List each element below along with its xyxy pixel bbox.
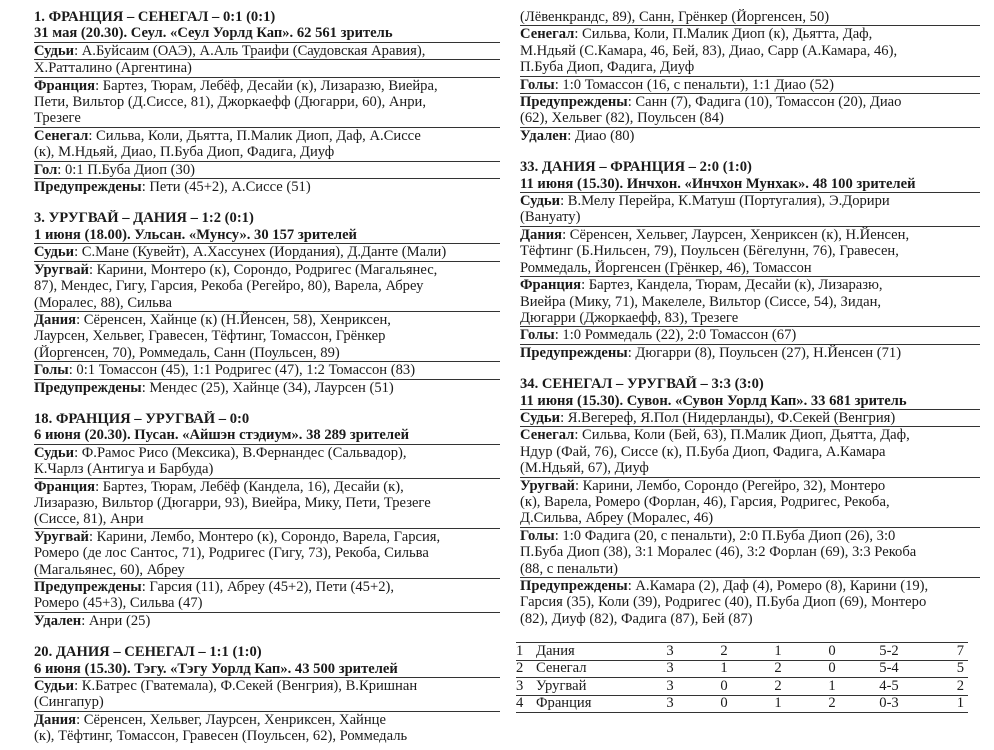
report-line bbox=[520, 327, 980, 344]
field-label: Судьи bbox=[34, 42, 75, 59]
line-text: : Дюгарри (8), Поульсен (27), Н.Йенсен (71) bbox=[627, 344, 902, 361]
field-label: Дания bbox=[520, 226, 563, 243]
report-line bbox=[520, 193, 980, 209]
report-line bbox=[520, 294, 980, 310]
line-text: : Мендес (25), Хайнце (34), Лаурсен (51) bbox=[141, 379, 394, 396]
report-line bbox=[34, 529, 500, 545]
line-text: : Сёренсен, Хайнце (к) (Н.Йенсен, 58), Хенриксен, bbox=[76, 311, 391, 328]
standings-cell-pts: 7 bbox=[919, 643, 968, 661]
standings-cell-team: Франция bbox=[536, 695, 643, 713]
report-line bbox=[520, 611, 980, 627]
line-text: Лизаразю, Вильтор (Дюгарри, 93), Виейра, Мику, Пети, Трезеге bbox=[34, 494, 431, 511]
field-label: Удален bbox=[520, 127, 568, 144]
standings-cell-w: 0 bbox=[697, 678, 751, 696]
standings-row bbox=[516, 643, 968, 661]
report-line bbox=[34, 545, 500, 561]
standings-cell-p: 3 bbox=[643, 678, 697, 696]
line-text: : Карини, Лембо, Монтеро (к), Сорондо, Варела, Гарсия, bbox=[88, 528, 441, 545]
line-text: (82), Диуф (82), Фадига (87), Бей (87) bbox=[520, 610, 753, 627]
report-line bbox=[520, 227, 980, 243]
line-text: : С.Мане (Кувейт), А.Хассунех (Иордания), Д.Данте (Мали) bbox=[74, 244, 447, 261]
field-label: Уругвай bbox=[34, 528, 89, 545]
line-text: : Санн (7), Фадига (10), Томассон (20), Диао bbox=[627, 94, 902, 111]
line-text: : Карини, Монтеро (к), Сорондо, Родригес (Магальянес, bbox=[88, 261, 438, 278]
line-text: : Сёренсен, Хельвег, Лаурсен, Хенриксен, Хайнце bbox=[76, 711, 386, 728]
report-line bbox=[520, 345, 980, 361]
line-text: : Бартез, Кандела, Тюрам, Десайи (к), Лизаразю, bbox=[581, 277, 883, 294]
report-line bbox=[34, 694, 500, 711]
report-line bbox=[520, 460, 980, 477]
match-heading-line bbox=[34, 9, 500, 25]
section-gap bbox=[34, 195, 500, 210]
field-label: Дания bbox=[34, 711, 77, 728]
line-text: : 1:0 Роммедаль (22), 2:0 Томассон (67) bbox=[554, 327, 797, 344]
field-label: Судьи bbox=[520, 193, 561, 210]
standings-cell-pos: 1 bbox=[516, 643, 536, 661]
line-text: (М.Ндьяй, 67), Диуф bbox=[520, 460, 649, 477]
match-heading-line bbox=[520, 393, 980, 410]
report-line bbox=[520, 528, 980, 544]
match-heading-line bbox=[520, 176, 980, 193]
report-line bbox=[520, 110, 980, 127]
line-text: : Сильва, Коли (Бей, 63), П.Малик Диоп, Дьятта, Даф, bbox=[574, 427, 910, 444]
line-text: Д.Сильва, Абреу (Моралес, 46) bbox=[520, 510, 714, 527]
standings-cell-d: 2 bbox=[751, 678, 805, 696]
standings-cell-team: Уругвай bbox=[536, 678, 643, 696]
standings-row bbox=[516, 695, 968, 713]
line-text: : 0:1 П.Буба Диоп (30) bbox=[57, 161, 195, 178]
line-text: Роммедаль, Йоргенсен (Грёнкер, 46), Томассон bbox=[520, 259, 812, 276]
line-text: : Диао (80) bbox=[567, 127, 635, 144]
line-text: : В.Мелу Перейра, К.Матуш (Португалия), Э.Дорири bbox=[560, 193, 890, 210]
report-line bbox=[34, 60, 500, 77]
section-gap bbox=[34, 629, 500, 644]
line-text: : 1:0 Томассон (16, с пенальти), 1:1 Диао (52) bbox=[554, 76, 834, 93]
line-text: Гарсия (35), Коли (39), Родригес (40), П.Буба Диоп (69), Монтеро bbox=[520, 594, 927, 611]
report-line bbox=[34, 144, 500, 161]
report-line bbox=[520, 544, 980, 560]
report-line bbox=[520, 578, 980, 594]
report-line bbox=[520, 243, 980, 259]
field-label: Сенегал bbox=[520, 26, 575, 43]
line-text: (Сингапур) bbox=[34, 694, 104, 711]
line-text: : Ф.Рамос Рисо (Мексика), В.Фернандес (Сальвадор), bbox=[74, 444, 407, 461]
report-line bbox=[520, 410, 980, 427]
line-text: (Магальянес, 60), Абреу bbox=[34, 561, 185, 578]
field-label: Удален bbox=[34, 612, 82, 629]
standings-cell-l: 2 bbox=[805, 695, 859, 713]
line-text: Ромеро (45+3), Сильва (47) bbox=[34, 595, 203, 612]
line-text: Пети, Вильтор (Д.Сиссе, 81), Джоркаефф (Дюгарри, 60), Анри, bbox=[34, 94, 426, 111]
report-line bbox=[520, 478, 980, 494]
standings-cell-pts: 1 bbox=[919, 695, 968, 713]
report-line bbox=[520, 9, 980, 26]
match-heading-line bbox=[34, 25, 500, 42]
field-label: Голы bbox=[520, 527, 555, 544]
standings-cell-team: Дания bbox=[536, 643, 643, 661]
standings-cell-d: 1 bbox=[751, 643, 805, 661]
section-gap bbox=[34, 396, 500, 411]
line-text: : Анри (25) bbox=[81, 612, 151, 629]
report-line bbox=[34, 380, 500, 396]
line-text: : Бартез, Тюрам, Лебёф, Десайи (к), Лизаразю, Виейра, bbox=[95, 77, 438, 94]
line-text: 3. УРУГВАЙ – ДАНИЯ – 1:2 (0:1) bbox=[34, 210, 254, 227]
line-text: Лаурсен, Хельвег, Гравесен, Тёфтинг, Томассон, Грёнкер bbox=[34, 328, 386, 345]
report-line bbox=[520, 427, 980, 443]
line-text: М.Ндьяй (С.Камара, 46, Бей, 83), Диао, Сарр (А.Камара, 46), bbox=[520, 42, 898, 59]
report-line bbox=[34, 579, 500, 595]
group-standings-table bbox=[516, 642, 968, 713]
report-line bbox=[520, 444, 980, 460]
report-line bbox=[520, 310, 980, 327]
standings-cell-d: 2 bbox=[751, 660, 805, 678]
standings-cell-goals: 0-3 bbox=[859, 695, 919, 713]
field-label: Судьи bbox=[520, 409, 561, 426]
field-label: Голы bbox=[520, 76, 555, 93]
field-label: Франция bbox=[34, 77, 96, 94]
standings-cell-p: 3 bbox=[643, 695, 697, 713]
report-line bbox=[34, 362, 500, 379]
report-line bbox=[520, 94, 980, 110]
section-gap bbox=[520, 144, 980, 159]
report-line bbox=[34, 244, 500, 261]
field-label: Предупреждены bbox=[34, 179, 142, 196]
standings-cell-goals: 4-5 bbox=[859, 678, 919, 696]
standings-cell-p: 3 bbox=[643, 660, 697, 678]
standings-cell-pos: 2 bbox=[516, 660, 536, 678]
field-label: Предупреждены bbox=[520, 578, 628, 594]
field-label: Предупреждены bbox=[34, 579, 142, 595]
report-line bbox=[34, 278, 500, 294]
report-line bbox=[34, 562, 500, 579]
line-text: 1 июня (18.00). Ульсан. «Мунсу». 30 157 зрителей bbox=[34, 226, 357, 243]
standings-cell-pts: 5 bbox=[919, 660, 968, 678]
line-text: 87), Мендес, Гигу, Гарсия, Рекоба (Регейро, 80), Варела, Абреу bbox=[34, 278, 424, 295]
line-text: 20. ДАНИЯ – СЕНЕГАЛ – 1:1 (1:0) bbox=[34, 644, 262, 661]
report-line bbox=[34, 128, 500, 144]
report-line bbox=[34, 495, 500, 511]
field-label: Уругвай bbox=[520, 477, 575, 494]
line-text: Тёфтинг (Б.Нильсен, 79), Поульсен (Бёгелунн, 76), Гравесен, bbox=[520, 243, 899, 260]
field-label: Судьи bbox=[34, 444, 75, 461]
line-text: (к), М.Ндьяй, Диао, П.Буба Диоп, Фадига, Диуф bbox=[34, 144, 335, 161]
report-line bbox=[34, 179, 500, 195]
line-text: (Йоргенсен, 70), Роммедаль, Санн (Поульсен, 89) bbox=[34, 344, 340, 361]
line-text: 11 июня (15.30). Сувон. «Сувон Уорлд Кап». 33 681 зритель bbox=[520, 392, 907, 409]
field-label: Дания bbox=[34, 311, 77, 328]
line-text: (62), Хельвег (82), Поульсен (84) bbox=[520, 110, 724, 127]
report-line bbox=[34, 461, 500, 478]
line-text: 11 июня (15.30). Инчхон. «Инчхон Мунхак». 48 100 зрителей bbox=[520, 175, 916, 192]
field-label: Франция bbox=[520, 277, 582, 294]
report-line bbox=[520, 26, 980, 42]
line-text: : А.Буйсаим (ОАЭ), А.Аль Траифи (Саудовская Аравия), bbox=[74, 42, 426, 59]
line-text: : К.Батрес (Гватемала), Ф.Секей (Венгрия), В.Кришнан bbox=[74, 678, 418, 695]
field-label: Судьи bbox=[34, 678, 75, 695]
line-text: П.Буба Диоп, Фадига, Диуф bbox=[520, 59, 695, 76]
standings-cell-p: 3 bbox=[643, 643, 697, 661]
standings-cell-pos: 3 bbox=[516, 678, 536, 696]
line-text: : 1:0 Фадига (20, с пенальти), 2:0 П.Буба Диоп (26), 3:0 bbox=[554, 527, 896, 544]
line-text: Виейра (Мику, 71), Макелеле, Вильтор (Сиссе, 54), Зидан, bbox=[520, 293, 882, 310]
line-text: Трезеге bbox=[34, 110, 81, 127]
report-line bbox=[520, 510, 980, 527]
report-line bbox=[34, 295, 500, 312]
match-heading-line bbox=[34, 661, 500, 678]
standings-cell-team: Сенегал bbox=[536, 660, 643, 678]
standings-cell-w: 0 bbox=[697, 695, 751, 713]
field-label: Франция bbox=[34, 478, 96, 495]
field-label: Предупреждены bbox=[520, 94, 628, 111]
line-text: 6 июня (15.30). Тэгу. «Тэгу Уорлд Кап». 43 500 зрителей bbox=[34, 660, 398, 677]
line-text: : Сильва, Коли, П.Малик Диоп (к), Дьятта, Даф, bbox=[574, 26, 873, 43]
line-text: : Сильва, Коли, Дьятта, П.Малик Диоп, Даф, А.Сиссе bbox=[88, 127, 421, 144]
line-text: Дюгарри (Джоркаефф, 83), Трезеге bbox=[520, 309, 739, 326]
line-text: : А.Камара (2), Даф (4), Ромеро (8), Карини (19), bbox=[627, 578, 929, 594]
line-text: (к), Тёфтинг, Томассон, Гравесен (Поульсен, 62), Роммедаль bbox=[34, 728, 408, 745]
standings-cell-pos: 4 bbox=[516, 695, 536, 713]
report-line bbox=[34, 678, 500, 694]
report-line bbox=[520, 277, 980, 293]
line-text: : Гарсия (11), Абреу (45+2), Пети (45+2), bbox=[141, 579, 395, 595]
field-label: Голы bbox=[34, 362, 69, 379]
line-text: (88, с пенальти) bbox=[520, 560, 619, 577]
report-line bbox=[520, 209, 980, 226]
field-label: Судьи bbox=[34, 244, 75, 261]
match-heading-line bbox=[34, 227, 500, 244]
section-gap bbox=[520, 361, 980, 376]
line-text: : Бартез, Тюрам, Лебёф (Кандела, 16), Десайи (к), bbox=[95, 478, 404, 495]
report-line bbox=[34, 595, 500, 612]
standings-cell-w: 1 bbox=[697, 660, 751, 678]
report-line bbox=[520, 59, 980, 76]
report-line bbox=[520, 561, 980, 578]
line-text: (Моралес, 88), Сильва bbox=[34, 294, 172, 311]
line-text: : Карини, Лембо, Сорондо (Регейро, 32), Монтеро bbox=[574, 477, 886, 494]
line-text: 34. СЕНЕГАЛ – УРУГВАЙ – 3:3 (3:0) bbox=[520, 376, 764, 393]
report-line bbox=[520, 128, 980, 144]
standings-cell-l: 0 bbox=[805, 660, 859, 678]
line-text: (к), Варела, Ромеро (Форлан, 46), Гарсия, Родригес, Рекоба, bbox=[520, 493, 890, 510]
report-line bbox=[520, 594, 980, 610]
standings-row bbox=[516, 678, 968, 696]
field-label: Предупреждены bbox=[34, 379, 142, 396]
line-text: Ромеро (де лос Сантос, 71), Родригес (Гигу, 73), Рекоба, Сильва bbox=[34, 545, 429, 562]
line-text: П.Буба Диоп (38), 3:1 Моралес (46), 3:2 Форлан (69), 3:3 Рекоба bbox=[520, 544, 917, 561]
line-text: К.Чарлз (Антигуа и Барбуда) bbox=[34, 461, 214, 478]
line-text: 1. ФРАНЦИЯ – СЕНЕГАЛ – 0:1 (0:1) bbox=[34, 9, 276, 25]
report-line bbox=[520, 43, 980, 59]
standings-cell-d: 1 bbox=[751, 695, 805, 713]
line-text: Ндур (Фай, 76), Сиссе (к), П.Буба Диоп, Фадига, А.Камара bbox=[520, 443, 886, 460]
report-line bbox=[34, 78, 500, 94]
report-line bbox=[34, 511, 500, 528]
line-text: (Лёвенкрандс, 89), Санн, Грёнкер (Йоргенсен, 50) bbox=[520, 9, 830, 25]
report-line bbox=[34, 345, 500, 362]
report-line bbox=[34, 43, 500, 60]
right-column bbox=[520, 0, 980, 627]
line-text: : Пети (45+2), А.Сиссе (51) bbox=[141, 179, 311, 196]
field-label: Уругвай bbox=[34, 261, 89, 278]
report-line bbox=[34, 728, 500, 744]
report-line bbox=[34, 328, 500, 344]
line-text: Х.Ратталино (Аргентина) bbox=[34, 60, 192, 77]
report-line bbox=[34, 712, 500, 728]
standings-cell-pts: 2 bbox=[919, 678, 968, 696]
report-line bbox=[34, 162, 500, 179]
line-text: 31 мая (20.30). Сеул. «Сеул Уорлд Кап». 62 561 зритель bbox=[34, 25, 393, 42]
field-label: Сенегал bbox=[34, 127, 89, 144]
match-heading-line bbox=[520, 159, 980, 175]
match-heading-line bbox=[520, 376, 980, 392]
match-heading-line bbox=[34, 644, 500, 660]
line-text: : Сёренсен, Хельвег, Лаурсен, Хенриксен (к), Н.Йенсен, bbox=[562, 226, 910, 243]
report-line bbox=[520, 260, 980, 277]
field-label: Сенегал bbox=[520, 427, 575, 444]
report-line bbox=[34, 479, 500, 495]
report-line bbox=[34, 94, 500, 110]
line-text: : Я.Вегереф, Я.Пол (Нидерланды), Ф.Секей (Венгрия) bbox=[560, 409, 896, 426]
standings-cell-goals: 5-4 bbox=[859, 660, 919, 678]
line-text: : 0:1 Томассон (45), 1:1 Родригес (47), 1:2 Томассон (83) bbox=[68, 362, 416, 379]
standings-cell-l: 1 bbox=[805, 678, 859, 696]
report-line bbox=[34, 262, 500, 278]
match-heading-line bbox=[34, 210, 500, 226]
field-label: Гол bbox=[34, 161, 58, 178]
line-text: 18. ФРАНЦИЯ – УРУГВАЙ – 0:0 bbox=[34, 410, 250, 427]
match-heading-line bbox=[34, 411, 500, 427]
line-text: (Вануату) bbox=[520, 209, 581, 226]
field-label: Предупреждены bbox=[520, 344, 628, 361]
left-column bbox=[34, 0, 500, 745]
report-line bbox=[34, 445, 500, 461]
line-text: (Сиссе, 81), Анри bbox=[34, 511, 144, 528]
report-line bbox=[520, 494, 980, 510]
report-line bbox=[34, 312, 500, 328]
field-label: Голы bbox=[520, 327, 555, 344]
line-text: 33. ДАНИЯ – ФРАНЦИЯ – 2:0 (1:0) bbox=[520, 159, 752, 176]
standings-row bbox=[516, 660, 968, 678]
report-line bbox=[34, 613, 500, 629]
line-text: 6 июня (20.30). Пусан. «Айшэн стэдиум». 38 289 зрителей bbox=[34, 427, 409, 444]
standings-cell-goals: 5-2 bbox=[859, 643, 919, 661]
match-heading-line bbox=[34, 427, 500, 444]
report-line bbox=[34, 110, 500, 127]
standings-cell-w: 2 bbox=[697, 643, 751, 661]
report-line bbox=[520, 77, 980, 94]
standings-cell-l: 0 bbox=[805, 643, 859, 661]
